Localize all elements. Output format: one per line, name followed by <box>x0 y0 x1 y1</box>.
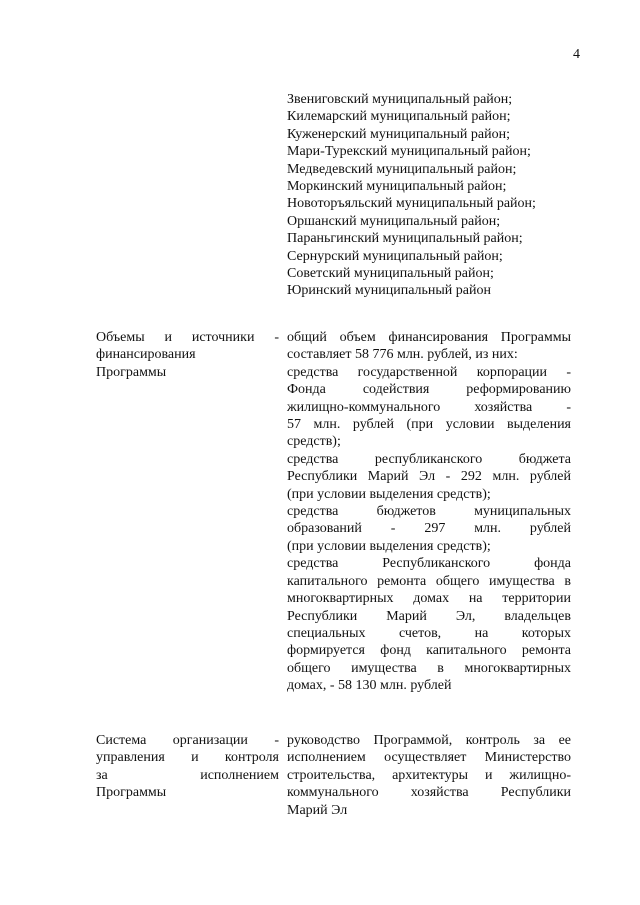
financing-value-line: многоквартирных домах на территории <box>287 591 571 607</box>
financing-value-line: жилищно-коммунального хозяйства - <box>287 399 571 415</box>
financing-value-line: Республики Марий Эл, владельцев <box>287 608 571 624</box>
financing-value-line: капитального ремонта общего имущества в <box>287 573 571 589</box>
financing-value-line: средства республиканского бюджета <box>287 451 571 467</box>
financing-label <box>96 329 279 381</box>
management-label-line: управления и контроля <box>96 750 279 766</box>
financing-value-line: средства Республиканского фонда <box>287 556 571 572</box>
financing-value-line: (при условии выделения средств); <box>287 486 491 502</box>
district-item: Новоторъяльский муниципальный район; <box>287 196 536 212</box>
district-item: Оршанский муниципальный район; <box>287 213 501 229</box>
management-label-line: Программы <box>96 785 167 801</box>
management-value-line: строительства, архитектуры и жилищно- <box>287 767 571 783</box>
financing-value-line: общий объем финансирования Программы <box>287 330 571 345</box>
financing-value-line: специальных счетов, на которых <box>287 625 571 641</box>
management-label-line: Система организации - <box>96 733 279 748</box>
financing-label-line: Объемы и источники - <box>96 330 279 345</box>
financing-label-line: Программы <box>96 364 167 380</box>
district-list <box>287 91 587 300</box>
district-item: Юринский муниципальный район <box>287 283 491 299</box>
management-label <box>96 732 279 802</box>
management-value-line: коммунального хозяйства Республики <box>287 785 571 801</box>
management-value-line: Марий Эл <box>287 802 348 818</box>
page-number: 4 <box>573 47 580 62</box>
district-item: Килемарский муниципальный район; <box>287 109 511 125</box>
financing-value-line: средства государственной корпорации - <box>287 364 571 380</box>
financing-value-line: средства бюджетов муниципальных <box>287 504 571 520</box>
management-label-line: за исполнением <box>96 767 279 783</box>
district-item: Куженерский муниципальный район; <box>287 126 511 142</box>
district-item: Советский муниципальный район; <box>287 266 494 282</box>
financing-value-line: Фонда содействия реформированию <box>287 382 571 398</box>
financing-value-line: Республики Марий Эл - 292 млн. рублей <box>287 469 571 485</box>
financing-label-line: финансирования <box>96 347 196 363</box>
management-value <box>287 732 571 819</box>
district-item: Моркинский муниципальный район; <box>287 179 507 195</box>
financing-value-line: (при условии выделения средств); <box>287 538 491 554</box>
financing-value-line: формируется фонд капитального ремонта <box>287 643 571 659</box>
district-item: Мари-Турекский муниципальный район; <box>287 144 531 160</box>
financing-value-line: общего имущества в многоквартирных <box>287 660 571 676</box>
financing-value-line: образований - 297 млн. рублей <box>287 521 571 537</box>
financing-value-line: средств); <box>287 434 341 450</box>
financing-value-line: домах, - 58 130 млн. рублей <box>287 678 452 694</box>
district-item: Звениговский муниципальный район; <box>287 92 513 107</box>
management-value-line: руководство Программой, контроль за ее <box>287 733 571 748</box>
management-value-line: исполнением осуществляет Министерство <box>287 750 571 766</box>
district-item: Параньгинский муниципальный район; <box>287 231 523 247</box>
district-item: Сернурский муниципальный район; <box>287 248 503 264</box>
financing-value <box>287 329 571 695</box>
financing-value-line: 57 млн. рублей (при условии выделения <box>287 417 571 433</box>
district-item: Медведевский муниципальный район; <box>287 161 517 177</box>
financing-value-line: составляет 58 776 млн. рублей, из них: <box>287 347 518 363</box>
